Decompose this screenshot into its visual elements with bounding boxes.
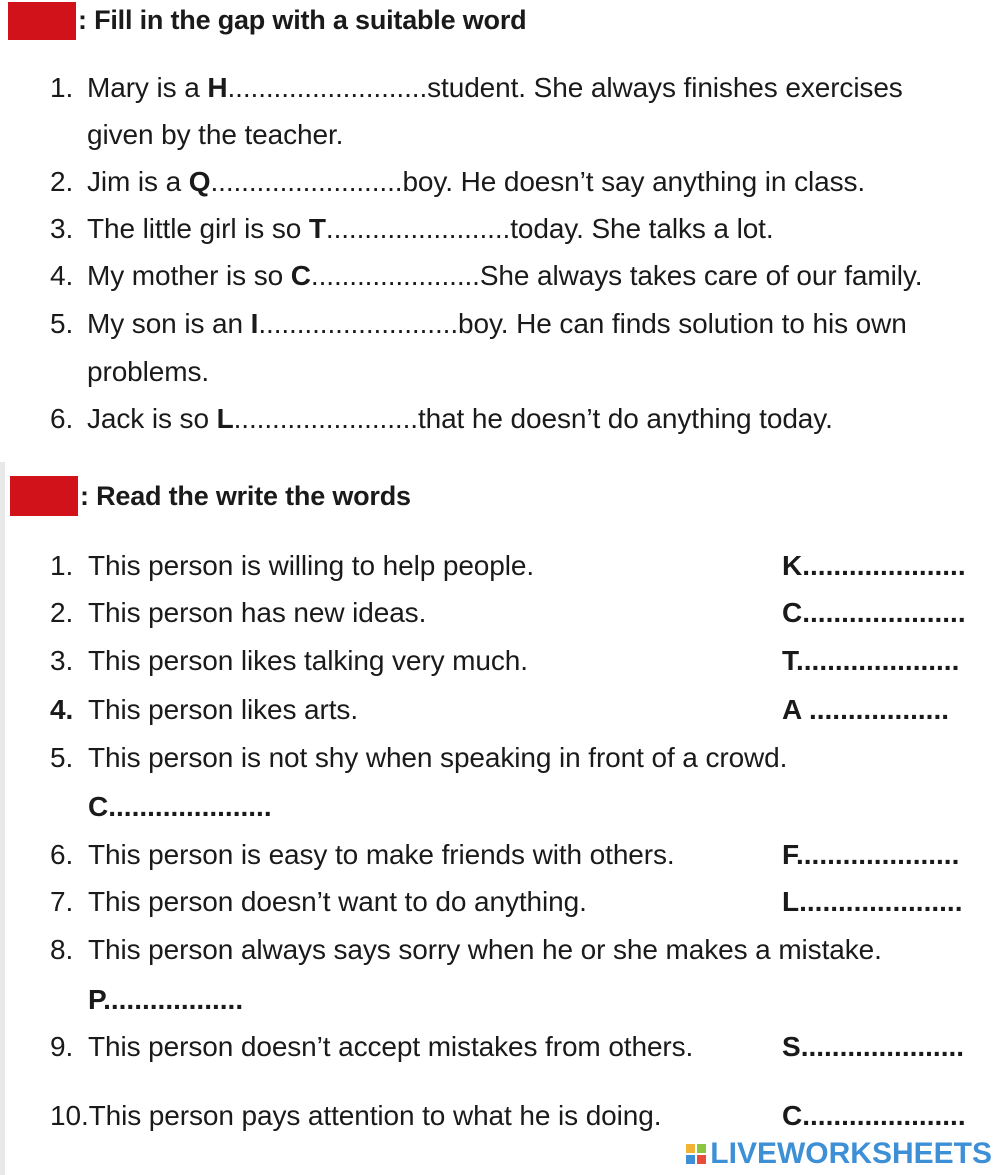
answer-blank[interactable]: .....................	[802, 1100, 966, 1131]
liveworksheets-logo	[686, 1137, 992, 1171]
item-text-before: My mother is so	[87, 260, 291, 291]
section-divider	[0, 462, 5, 1175]
answer-blank[interactable]: ..................	[103, 984, 244, 1015]
answer-blank[interactable]: .....................	[796, 839, 960, 870]
answer-blank[interactable]: ..................	[808, 694, 949, 725]
hint-letter: C	[88, 791, 109, 822]
item-text-after: student. She always finishes exercises	[427, 72, 903, 103]
s2-item-8	[50, 934, 882, 966]
hint-letter: Q	[188, 166, 211, 197]
s1-item-5-continued: problems.	[87, 356, 210, 387]
answer-blank[interactable]: .....................	[802, 597, 966, 628]
item-number: 5.	[50, 308, 74, 339]
item-text-before: The little girl is so	[87, 213, 309, 244]
item-number: 2.	[50, 166, 74, 197]
item-text: This person has new ideas.	[88, 597, 427, 628]
item-number: 3.	[50, 645, 74, 676]
hint-letter: C	[782, 597, 803, 628]
item-number: 7.	[50, 886, 74, 917]
s2-answer-5	[88, 791, 272, 823]
s2-answer-2	[782, 597, 966, 629]
item-number: 6.	[50, 403, 74, 434]
s1-item-2	[50, 166, 865, 198]
item-text-before: My son is an	[87, 308, 251, 339]
section2-red-label-box	[10, 476, 78, 516]
answer-blank[interactable]: .....................	[796, 645, 960, 676]
answer-blank[interactable]: ..........................	[227, 72, 428, 103]
hint-letter: C	[782, 1100, 803, 1131]
s1-item-1-continued: given by the teacher.	[87, 119, 344, 150]
section1-heading: : Fill in the gap with a suitable word	[78, 5, 527, 35]
s1-item-1	[50, 72, 903, 104]
answer-blank[interactable]: ......................	[310, 260, 480, 291]
item-number: 2.	[50, 597, 74, 628]
s2-item-7	[50, 886, 587, 918]
answer-blank[interactable]: .........................	[210, 166, 403, 197]
s2-answer-4	[782, 694, 949, 726]
s1-item-6	[50, 403, 833, 435]
item-text: This person is willing to help people.	[88, 550, 535, 581]
s1-item-5	[50, 308, 907, 340]
s2-item-2	[50, 597, 426, 629]
item-number: 1.	[50, 550, 74, 581]
hint-letter: C	[290, 260, 311, 291]
item-text: This person always says sorry when he or she makes a mistake.	[88, 934, 882, 965]
hint-letter: K	[782, 550, 803, 581]
item-number: 8.	[50, 934, 74, 965]
hint-letter: T	[782, 645, 796, 676]
item-text-after: She always takes care of our family.	[479, 260, 923, 291]
hint-letter: S	[782, 1031, 801, 1062]
answer-blank[interactable]: .....................	[800, 1031, 965, 1062]
s2-answer-7	[782, 886, 962, 918]
item-text: This person is not shy when speaking in front of a crowd.	[88, 742, 788, 773]
item-number: 1.	[50, 72, 74, 103]
item-text-before: Mary is a	[87, 72, 208, 103]
answer-blank[interactable]: .....................	[108, 791, 272, 822]
item-text: This person pays attention to what he is doing.	[88, 1100, 662, 1131]
s2-item-10	[50, 1100, 661, 1132]
hint-letter: H	[207, 72, 228, 103]
item-text: This person is easy to make friends with others.	[88, 839, 675, 870]
hint-letter: I	[250, 308, 259, 339]
item-text-after: boy. He doesn’t say anything in class.	[402, 166, 866, 197]
s2-item-1	[50, 550, 534, 582]
answer-blank[interactable]: ..........................	[258, 308, 459, 339]
answer-blank[interactable]: .....................	[802, 550, 966, 581]
hint-letter: A	[782, 694, 809, 725]
answer-blank[interactable]: ........................	[325, 213, 511, 244]
s1-item-4	[50, 260, 922, 292]
s2-answer-6	[782, 839, 959, 871]
s2-answer-3	[782, 645, 959, 677]
hint-letter: P	[88, 984, 104, 1015]
item-number: 6.	[50, 839, 74, 870]
item-text: This person likes talking very much.	[88, 645, 528, 676]
liveworksheets-logo-text: LIVEWORKSHEETS	[710, 1137, 992, 1170]
s2-answer-9	[782, 1031, 964, 1063]
item-number: 10.	[50, 1100, 89, 1131]
item-text: This person likes arts.	[88, 694, 359, 725]
item-text-after: today. She talks a lot.	[510, 213, 774, 244]
s2-answer-8	[88, 984, 243, 1016]
s2-item-6	[50, 839, 675, 871]
item-text-before: Jack is so	[87, 403, 217, 434]
s1-item-3	[50, 213, 774, 245]
section2-heading: : Read the write the words	[80, 481, 411, 511]
s2-answer-10	[782, 1100, 966, 1132]
s2-item-4	[50, 694, 358, 726]
item-number: 4.	[50, 260, 74, 291]
item-number: 9.	[50, 1031, 74, 1062]
section1-red-label-box	[8, 2, 76, 40]
item-number: 4.	[50, 694, 74, 725]
item-text-after: that he doesn’t do anything today.	[417, 403, 833, 434]
liveworksheets-logo-icon	[686, 1144, 706, 1164]
item-text: This person doesn’t want to do anything.	[88, 886, 587, 917]
s2-item-3	[50, 645, 528, 677]
item-text-before: Jim is a	[87, 166, 189, 197]
item-number: 5.	[50, 742, 74, 773]
hint-letter: F	[782, 839, 796, 870]
hint-letter: T	[308, 213, 326, 244]
hint-letter: L	[216, 403, 234, 434]
s2-item-5	[50, 742, 787, 774]
answer-blank[interactable]: .....................	[799, 886, 963, 917]
item-number: 3.	[50, 213, 74, 244]
answer-blank[interactable]: ........................	[233, 403, 418, 434]
item-text-after: boy. He can finds solution to his own	[458, 308, 907, 339]
s2-item-9	[50, 1031, 693, 1063]
item-text: This person doesn’t accept mistakes from others.	[88, 1031, 694, 1062]
s2-answer-1	[782, 550, 966, 582]
hint-letter: L	[782, 886, 800, 917]
